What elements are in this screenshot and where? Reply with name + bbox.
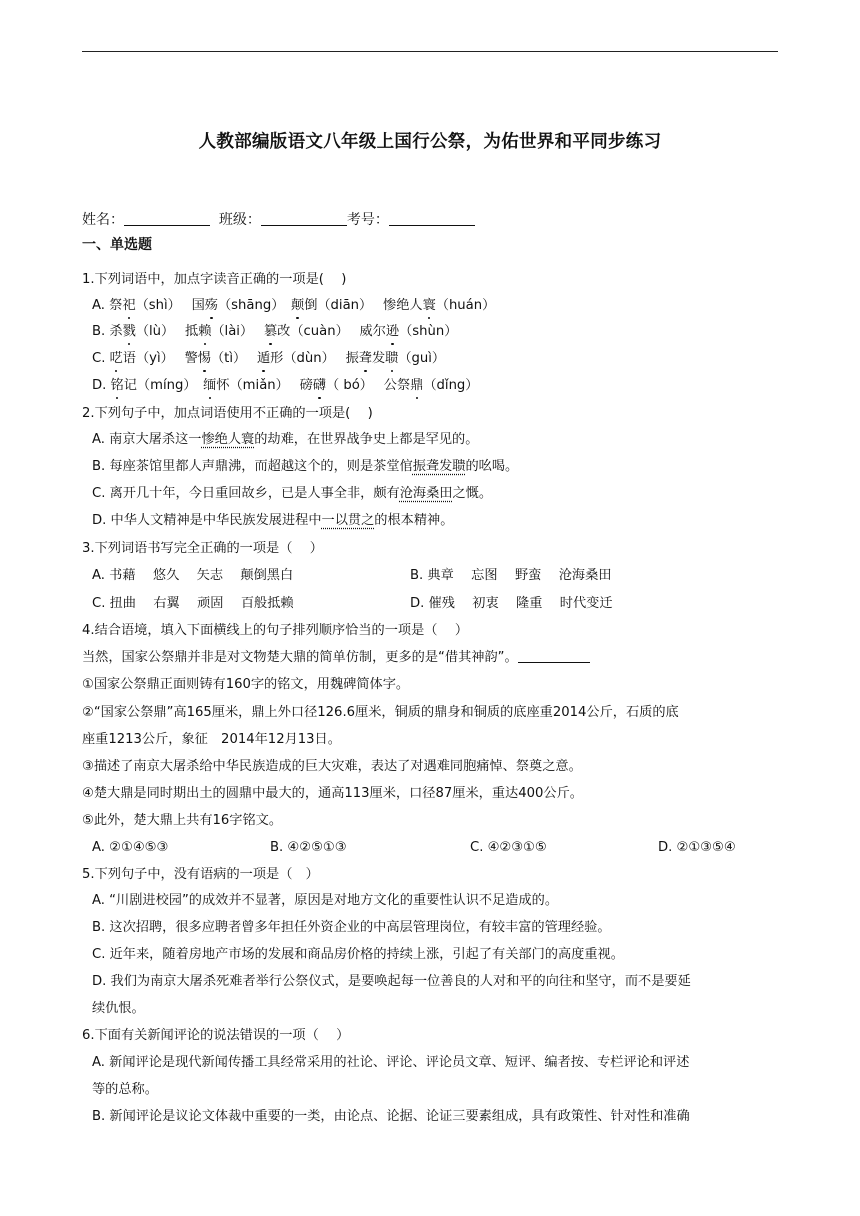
- q4-context: 当然，国家公祭鼎并非是对文物楚大鼎的简单仿制，更多的是“借其神韵”。: [82, 649, 590, 667]
- dotted-phrase: 惨绝人寰: [201, 432, 255, 447]
- q5-option-b: B. 这次招聘，很多应聘者曾多年担任外资企业的中高层管理岗位，有较丰富的管理经验。: [92, 920, 611, 935]
- class-label: 班级：: [218, 212, 261, 228]
- q3-option-d: D. 催残 初衷 隆重 时代变迁: [410, 596, 613, 611]
- q2-option-d: D. 中华人文精神是中华民族发展进程中一以贯之的根本精神。: [92, 513, 454, 528]
- dotted-phrase: 一以贯之: [321, 513, 375, 528]
- page-title: 人教部编版语文八年级上国行公祭，为佑世界和平同步练习: [198, 132, 662, 152]
- header-rule: [82, 51, 778, 52]
- dotted-phrase: 振聋发聩: [412, 459, 466, 474]
- q4-sentence-1: ①国家公祭鼎正面则铸有160字的铭文，用魏碑简体字。: [82, 677, 410, 692]
- q5-option-c: C. 近年来，随着房地产市场的发展和商品房价格的持续上涨，引起了有关部门的高度重视。: [92, 947, 624, 962]
- q3-option-c: C. 扭曲 右翼 顽固 百般抵赖: [92, 596, 294, 611]
- q5-option-a: A. “川剧进校园”的成效并不显著，原因是对地方文化的重要性认识不足造成的。: [92, 893, 559, 908]
- q1-option-b: B. 杀戮（lù） 抵赖（lài） 篡改（cuàn） 威尔逊（shùn）: [92, 324, 458, 339]
- q5-option-d-cont: 续仇恨。: [92, 1001, 145, 1016]
- q6-option-b: B. 新闻评论是议论文体裁中重要的一类，由论点、论据、论证三要素组成，具有政策性、针对性和准确: [92, 1109, 690, 1124]
- q4-sentence-5: ⑤此外，楚大鼎上共有16字铭文。: [82, 813, 283, 828]
- q5-option-d: D. 我们为南京大屠杀死难者举行公祭仪式，是要唤起每一位善良的人对和平的向往和坚守，而不是要延: [92, 974, 691, 989]
- name-blank[interactable]: [124, 211, 210, 226]
- q3-option-a: A. 书藉 悠久 矢志 颠倒黑白: [92, 568, 294, 583]
- q4-option-b: B. ④②⑤①③: [270, 840, 347, 855]
- q6-option-a-cont: 等的总称。: [92, 1082, 158, 1097]
- q1-option-d: D. 铭记（míng） 缅怀（miǎn） 磅礴（ bó） 公祭鼎（dǐng）: [92, 378, 479, 393]
- dotted-phrase: 沧海桑田: [399, 486, 453, 501]
- exam-number-label: 考号：: [346, 212, 389, 228]
- q4-sentence-2-cont: 座重1213公斤，象征 2014年12月13日。: [82, 732, 341, 747]
- q1-option-c: C. 呓语（yì） 警惕（tì） 遁形（dùn） 振聋发聩（guì）: [92, 351, 446, 366]
- q4-option-d: D. ②①③⑤④: [658, 840, 736, 855]
- q5-stem: 5.下列句子中，没有语病的一项是（ ）: [82, 867, 319, 882]
- q4-option-c: C. ④②③①⑤: [470, 840, 547, 855]
- q4-option-a: A. ②①④⑤③: [92, 840, 169, 855]
- q1-stem: 1.下列词语中，加点字读音正确的一项是( ): [82, 272, 347, 287]
- section-heading: 一、单选题: [82, 237, 152, 253]
- answer-blank[interactable]: [518, 649, 590, 663]
- q1-option-a: A. 祭祀（shì） 国殇（shāng） 颠倒（diān） 惨绝人寰（huán）: [92, 298, 496, 313]
- q2-option-b: B. 每座茶馆里都人声鼎沸，而超越这个的，则是茶堂倌振聋发聩的吆喝。: [92, 459, 519, 474]
- q4-stem: 4.结合语境，填入下面横线上的句子排列顺序恰当的一项是（ ）: [82, 623, 469, 638]
- q4-sentence-4: ④楚大鼎是同时期出土的圆鼎中最大的，通高113厘米，口径87厘米，重达400公斤。: [82, 786, 583, 801]
- q3-stem: 3.下列词语书写完全正确的一项是（ ）: [82, 541, 323, 556]
- q6-stem: 6.下面有关新闻评论的说法错误的一项（ ）: [82, 1028, 350, 1043]
- q3-option-b: B. 典章 忘图 野蛮 沧海桑田: [410, 568, 612, 583]
- exam-number-blank[interactable]: [389, 211, 475, 226]
- class-blank[interactable]: [261, 211, 347, 226]
- q2-stem: 2.下列句子中，加点词语使用不正确的一项是( ): [82, 406, 373, 421]
- student-info-line: [82, 209, 475, 229]
- q4-sentence-3: ③描述了南京大屠杀给中华民族造成的巨大灾难，表达了对遇难同胞痛悼、祭奠之意。: [82, 759, 582, 774]
- q6-option-a: A. 新闻评论是现代新闻传播工具经常采用的社论、评论、评论员文章、短评、编者按、专栏评论和评述: [92, 1055, 690, 1070]
- name-label: 姓名：: [82, 212, 124, 228]
- q2-option-c: C. 离开几十年，今日重回故乡，已是人事全非，颇有沧海桑田之慨。: [92, 486, 493, 501]
- q2-option-a: A. 南京大屠杀这一惨绝人寰的劫难，在世界战争史上都是罕见的。: [92, 432, 479, 447]
- q4-sentence-2: ②“国家公祭鼎”高165厘米，鼎上外口径126.6厘米，铜质的鼎身和铜质的底座重2014公斤，石质的底: [82, 705, 679, 720]
